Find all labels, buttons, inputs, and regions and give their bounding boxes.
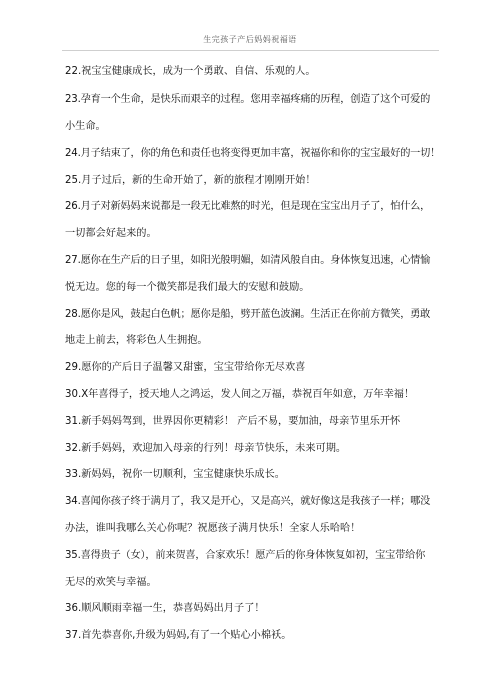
text-line: 24.月子结束了，你的角色和责任也将变得更加丰富，祝福你和你的宝宝最好的一切！ — [65, 148, 441, 159]
text-line: 地走上前去，将彩色人生拥抱。 — [65, 335, 208, 346]
text-line: 22.祝宝宝健康成长，成为一个勇敢、自信、乐观的人。 — [65, 66, 316, 77]
text-line: 办法，谁叫我哪么关心你呢？祝愿孩子满月快乐！全家人乐哈哈！ — [65, 523, 361, 534]
text-line: 小生命。 — [65, 121, 106, 132]
text-line: 35.喜得贵子（女），前来贺喜，合家欢乐！愿产后的你身体恢复如初，宝宝带给你 — [65, 550, 426, 561]
text-line: 26.月子对新妈妈来说都是一段无比难熬的时光，但是现在宝宝出月子了，怕什么， — [65, 201, 431, 212]
text-line: 28.愿你是风，鼓起白色帆；愿你是船，劈开蓝色波澜。生活正在你前方微笑，勇敢 — [65, 309, 431, 320]
text-line: 36.顺风顺雨幸福一生，恭喜妈妈出月子了！ — [65, 603, 265, 614]
text-line: 34.喜闻你孩子终于满月了，我又是开心，又是高兴，就好像这是我孩子一样；哪没 — [65, 496, 431, 507]
text-line: 30.X年喜得子，授天地人之鸿运，发人间之万福，恭祝百年如意，万年幸福！ — [65, 389, 415, 400]
text-line: 32.新手妈妈，欢迎加入母亲的行列！母亲节快乐，未来可期。 — [65, 443, 347, 454]
text-line: 25.月子过后，新的生命开始了，新的旅程才刚刚开始！ — [65, 175, 316, 186]
text-line: 23.孕育一个生命，是快乐而艰辛的过程。您用幸福疼痛的历程，创造了这个可爱的 — [65, 94, 431, 105]
header-divider — [62, 50, 439, 51]
text-line: 无尽的欢笑与幸福。 — [65, 577, 157, 588]
text-line: 33.新妈妈，祝你一切顺利，宝宝健康快乐成长。 — [65, 469, 285, 480]
text-line: 37.首先恭喜你,升级为妈妈,有了一个贴心小棉袄。 — [65, 630, 292, 641]
text-line: 27.愿你在生产后的日子里，如阳光般明媚，如清风般自由。身体恢复迅速，心情愉 — [65, 255, 431, 266]
text-line: 一切都会好起来的。 — [65, 228, 157, 239]
page-header-title: 生完孩子产后妈妈祝福语 — [203, 35, 297, 44]
text-line: 31.新手妈妈驾到，世界因你更精彩！ 产后不易，要加油，母亲节里乐开怀 — [65, 416, 401, 427]
text-line: 29.愿你的产后日子温馨又甜蜜，宝宝带给你无尽欢喜 — [65, 362, 306, 373]
text-line: 悦无边。您的每一个微笑都是我们最大的安慰和鼓励。 — [65, 282, 310, 293]
